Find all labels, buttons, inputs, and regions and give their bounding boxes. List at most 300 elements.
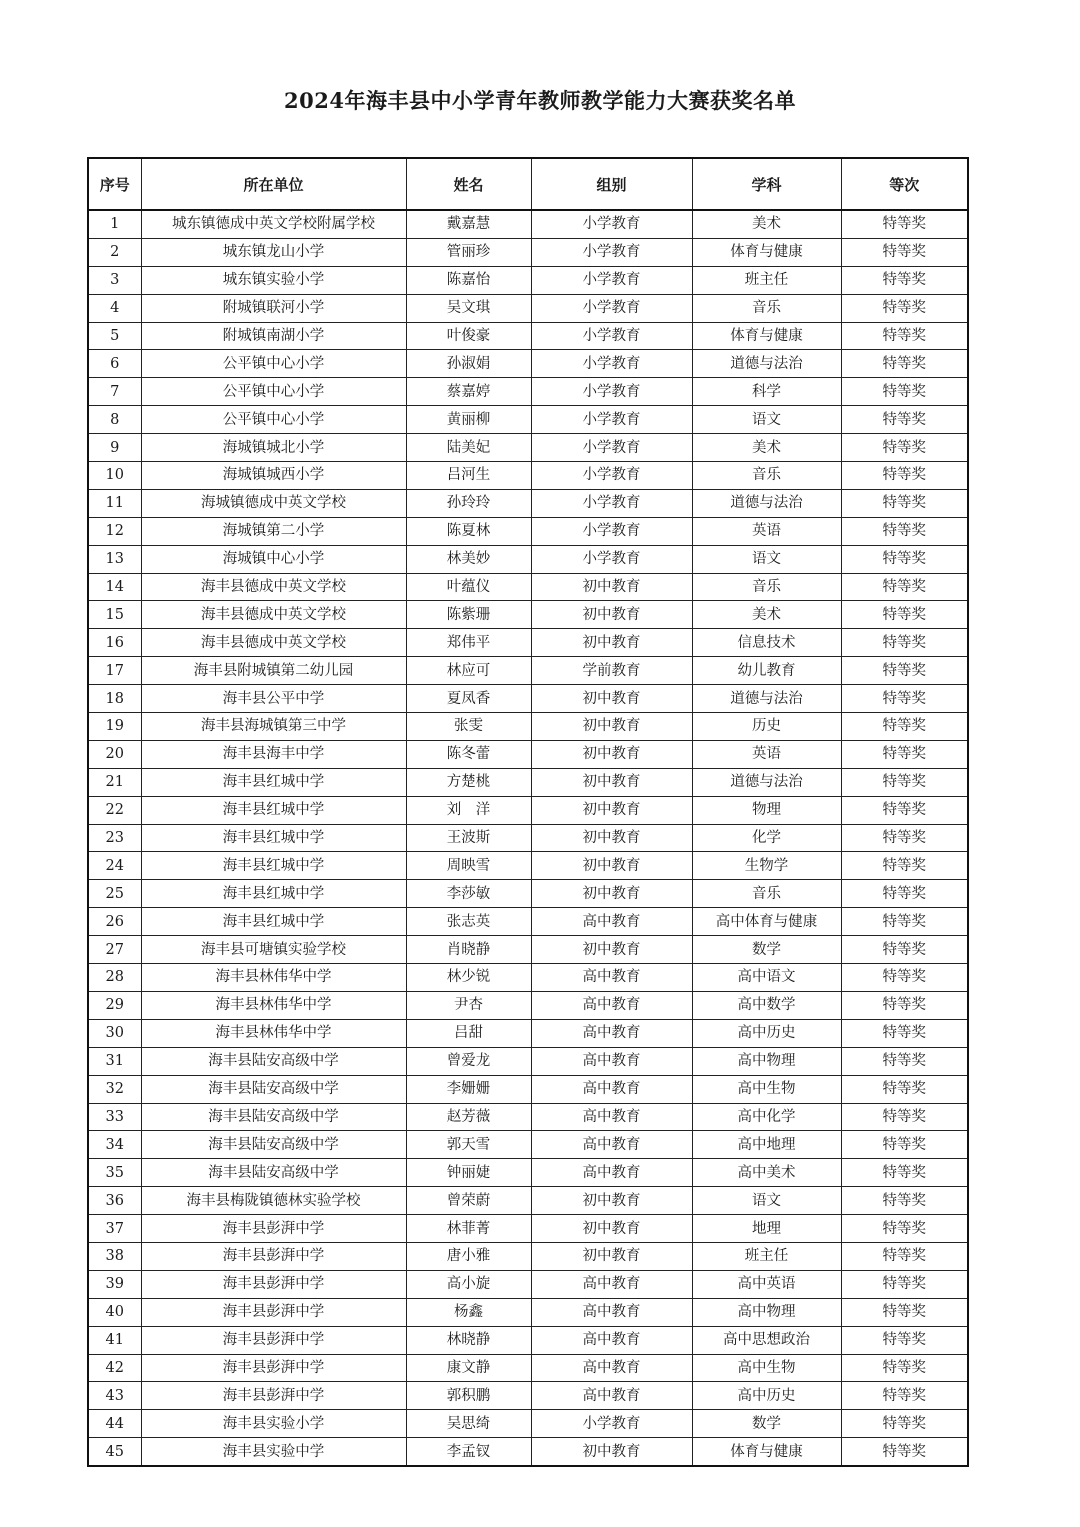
cell-group: 学前教育 <box>531 657 692 685</box>
cell-rank: 特等奖 <box>841 1242 968 1270</box>
cell-name: 钟丽婕 <box>406 1159 531 1187</box>
cell-group: 初中教育 <box>531 796 692 824</box>
cell-name: 曾爱龙 <box>406 1047 531 1075</box>
table-row <box>88 1438 968 1466</box>
cell-name: 叶蕴仪 <box>406 573 531 601</box>
cell-rank: 特等奖 <box>841 378 968 406</box>
table-row <box>88 1326 968 1354</box>
cell-rank: 特等奖 <box>841 1215 968 1243</box>
cell-number: 27 <box>88 936 141 964</box>
cell-subject: 高中美术 <box>692 1159 841 1187</box>
cell-unit: 海丰县实验中学 <box>141 1438 406 1466</box>
cell-subject: 班主任 <box>692 1242 841 1270</box>
cell-rank: 特等奖 <box>841 489 968 517</box>
cell-subject: 高中数学 <box>692 991 841 1019</box>
cell-unit: 海丰县德成中英文学校 <box>141 629 406 657</box>
cell-number: 36 <box>88 1187 141 1215</box>
cell-group: 初中教育 <box>531 713 692 741</box>
table-row <box>88 657 968 685</box>
cell-number: 5 <box>88 322 141 350</box>
cell-unit: 海丰县彭湃中学 <box>141 1326 406 1354</box>
cell-number: 32 <box>88 1075 141 1103</box>
cell-unit: 海丰县红城中学 <box>141 880 406 908</box>
table-row <box>88 1382 968 1410</box>
cell-unit: 海丰县红城中学 <box>141 768 406 796</box>
cell-unit: 海丰县红城中学 <box>141 796 406 824</box>
cell-subject: 高中语文 <box>692 964 841 992</box>
table-row <box>88 713 968 741</box>
cell-number: 40 <box>88 1298 141 1326</box>
cell-rank: 特等奖 <box>841 1159 968 1187</box>
cell-group: 高中教育 <box>531 1354 692 1382</box>
cell-subject: 道德与法治 <box>692 685 841 713</box>
cell-name: 郑伟平 <box>406 629 531 657</box>
table-row <box>88 768 968 796</box>
cell-number: 14 <box>88 573 141 601</box>
cell-group: 高中教育 <box>531 1298 692 1326</box>
cell-subject: 语文 <box>692 406 841 434</box>
cell-unit: 海城镇德成中英文学校 <box>141 489 406 517</box>
cell-name: 唐小雅 <box>406 1242 531 1270</box>
document-title: 2024年海丰县中小学青年教师教学能力大赛获奖名单 <box>284 88 796 113</box>
header-subject: 学科 <box>692 158 841 210</box>
cell-unit: 海丰县实验小学 <box>141 1410 406 1438</box>
table-row <box>88 824 968 852</box>
cell-unit: 海丰县陆安高级中学 <box>141 1159 406 1187</box>
cell-number: 9 <box>88 434 141 462</box>
cell-number: 41 <box>88 1326 141 1354</box>
cell-name: 吕甜 <box>406 1019 531 1047</box>
table-row <box>88 1215 968 1243</box>
table-row <box>88 350 968 378</box>
cell-subject: 高中历史 <box>692 1019 841 1047</box>
cell-subject: 信息技术 <box>692 629 841 657</box>
table-row <box>88 1354 968 1382</box>
table-row <box>88 964 968 992</box>
cell-rank: 特等奖 <box>841 768 968 796</box>
cell-subject: 音乐 <box>692 880 841 908</box>
cell-unit: 附城镇南湖小学 <box>141 322 406 350</box>
cell-name: 夏凤香 <box>406 685 531 713</box>
cell-rank: 特等奖 <box>841 294 968 322</box>
table-row <box>88 1159 968 1187</box>
cell-subject: 道德与法治 <box>692 768 841 796</box>
cell-subject: 高中化学 <box>692 1103 841 1131</box>
cell-name: 李莎敏 <box>406 880 531 908</box>
cell-name: 孙玲玲 <box>406 489 531 517</box>
cell-subject: 物理 <box>692 796 841 824</box>
cell-group: 小学教育 <box>531 266 692 294</box>
cell-unit: 海丰县彭湃中学 <box>141 1270 406 1298</box>
cell-unit: 海丰县陆安高级中学 <box>141 1047 406 1075</box>
cell-rank: 特等奖 <box>841 1326 968 1354</box>
cell-unit: 海丰县德成中英文学校 <box>141 601 406 629</box>
cell-name: 赵芳薇 <box>406 1103 531 1131</box>
table-row <box>88 1187 968 1215</box>
cell-name: 吕河生 <box>406 462 531 490</box>
table-row <box>88 1270 968 1298</box>
table-row <box>88 406 968 434</box>
cell-subject: 科学 <box>692 378 841 406</box>
cell-group: 高中教育 <box>531 1047 692 1075</box>
table-row <box>88 322 968 350</box>
table-row <box>88 462 968 490</box>
cell-subject: 历史 <box>692 713 841 741</box>
table-row <box>88 936 968 964</box>
cell-subject: 高中英语 <box>692 1270 841 1298</box>
cell-subject: 美术 <box>692 210 841 238</box>
cell-rank: 特等奖 <box>841 462 968 490</box>
cell-rank: 特等奖 <box>841 796 968 824</box>
cell-subject: 高中物理 <box>692 1047 841 1075</box>
cell-subject: 英语 <box>692 517 841 545</box>
header-unit: 所在单位 <box>141 158 406 210</box>
cell-unit: 海丰县彭湃中学 <box>141 1242 406 1270</box>
table-row <box>88 1019 968 1047</box>
header-row <box>88 158 968 210</box>
cell-group: 初中教育 <box>531 1215 692 1243</box>
cell-unit: 海丰县陆安高级中学 <box>141 1075 406 1103</box>
cell-name: 黄丽柳 <box>406 406 531 434</box>
cell-rank: 特等奖 <box>841 1187 968 1215</box>
table-row <box>88 517 968 545</box>
cell-name: 陆美妃 <box>406 434 531 462</box>
cell-group: 小学教育 <box>531 545 692 573</box>
cell-rank: 特等奖 <box>841 852 968 880</box>
cell-subject: 幼儿教育 <box>692 657 841 685</box>
cell-number: 22 <box>88 796 141 824</box>
table-body <box>88 210 968 1466</box>
cell-subject: 体育与健康 <box>692 1438 841 1466</box>
cell-number: 8 <box>88 406 141 434</box>
cell-group: 初中教育 <box>531 629 692 657</box>
cell-group: 初中教育 <box>531 880 692 908</box>
cell-number: 20 <box>88 740 141 768</box>
cell-subject: 高中生物 <box>692 1354 841 1382</box>
cell-number: 29 <box>88 991 141 1019</box>
cell-group: 高中教育 <box>531 991 692 1019</box>
table-row <box>88 1047 968 1075</box>
cell-group: 小学教育 <box>531 378 692 406</box>
cell-unit: 公平镇中心小学 <box>141 406 406 434</box>
cell-unit: 海丰县红城中学 <box>141 852 406 880</box>
cell-number: 13 <box>88 545 141 573</box>
cell-group: 高中教育 <box>531 1131 692 1159</box>
cell-subject: 体育与健康 <box>692 238 841 266</box>
cell-name: 孙淑娟 <box>406 350 531 378</box>
cell-name: 肖晓静 <box>406 936 531 964</box>
header-rank: 等次 <box>841 158 968 210</box>
cell-unit: 海丰县彭湃中学 <box>141 1382 406 1410</box>
cell-number: 24 <box>88 852 141 880</box>
cell-name: 叶俊豪 <box>406 322 531 350</box>
cell-name: 戴嘉慧 <box>406 210 531 238</box>
cell-name: 周映雪 <box>406 852 531 880</box>
cell-rank: 特等奖 <box>841 1131 968 1159</box>
cell-number: 45 <box>88 1438 141 1466</box>
cell-rank: 特等奖 <box>841 880 968 908</box>
cell-number: 1 <box>88 210 141 238</box>
award-list-table <box>87 157 969 1467</box>
cell-number: 28 <box>88 964 141 992</box>
cell-name: 陈嘉怡 <box>406 266 531 294</box>
cell-name: 陈夏林 <box>406 517 531 545</box>
cell-name: 王波斯 <box>406 824 531 852</box>
cell-group: 小学教育 <box>531 517 692 545</box>
cell-rank: 特等奖 <box>841 824 968 852</box>
cell-unit: 海丰县海城镇第三中学 <box>141 713 406 741</box>
cell-rank: 特等奖 <box>841 1047 968 1075</box>
cell-number: 38 <box>88 1242 141 1270</box>
cell-number: 42 <box>88 1354 141 1382</box>
table-row <box>88 573 968 601</box>
cell-name: 陈紫珊 <box>406 601 531 629</box>
cell-rank: 特等奖 <box>841 657 968 685</box>
cell-rank: 特等奖 <box>841 713 968 741</box>
cell-number: 43 <box>88 1382 141 1410</box>
cell-name: 张志英 <box>406 908 531 936</box>
cell-name: 杨鑫 <box>406 1298 531 1326</box>
cell-name: 康文静 <box>406 1354 531 1382</box>
cell-group: 初中教育 <box>531 740 692 768</box>
cell-name: 尹杏 <box>406 991 531 1019</box>
cell-subject: 高中思想政治 <box>692 1326 841 1354</box>
cell-subject: 体育与健康 <box>692 322 841 350</box>
cell-group: 初中教育 <box>531 573 692 601</box>
cell-number: 21 <box>88 768 141 796</box>
cell-group: 小学教育 <box>531 294 692 322</box>
table-row <box>88 1242 968 1270</box>
header-number: 序号 <box>88 158 141 210</box>
cell-number: 12 <box>88 517 141 545</box>
cell-rank: 特等奖 <box>841 1382 968 1410</box>
cell-rank: 特等奖 <box>841 1270 968 1298</box>
cell-number: 33 <box>88 1103 141 1131</box>
cell-rank: 特等奖 <box>841 1103 968 1131</box>
table-row <box>88 489 968 517</box>
cell-name: 郭天雪 <box>406 1131 531 1159</box>
cell-subject: 高中生物 <box>692 1075 841 1103</box>
cell-number: 23 <box>88 824 141 852</box>
cell-subject: 高中体育与健康 <box>692 908 841 936</box>
cell-rank: 特等奖 <box>841 936 968 964</box>
cell-group: 初中教育 <box>531 601 692 629</box>
table-row <box>88 852 968 880</box>
cell-rank: 特等奖 <box>841 1354 968 1382</box>
table-row <box>88 1298 968 1326</box>
table-row <box>88 740 968 768</box>
cell-group: 高中教育 <box>531 908 692 936</box>
cell-subject: 班主任 <box>692 266 841 294</box>
cell-number: 2 <box>88 238 141 266</box>
cell-group: 高中教育 <box>531 1103 692 1131</box>
cell-name: 林美妙 <box>406 545 531 573</box>
table-row <box>88 1131 968 1159</box>
cell-group: 初中教育 <box>531 685 692 713</box>
cell-number: 30 <box>88 1019 141 1047</box>
cell-number: 3 <box>88 266 141 294</box>
cell-group: 初中教育 <box>531 852 692 880</box>
cell-number: 19 <box>88 713 141 741</box>
table-row <box>88 601 968 629</box>
table-row <box>88 210 968 238</box>
cell-rank: 特等奖 <box>841 629 968 657</box>
cell-unit: 海丰县彭湃中学 <box>141 1354 406 1382</box>
cell-rank: 特等奖 <box>841 685 968 713</box>
table-row <box>88 685 968 713</box>
header-group: 组别 <box>531 158 692 210</box>
cell-number: 35 <box>88 1159 141 1187</box>
cell-unit: 城东镇德成中英文学校附属学校 <box>141 210 406 238</box>
cell-rank: 特等奖 <box>841 1075 968 1103</box>
cell-group: 小学教育 <box>531 406 692 434</box>
cell-unit: 海丰县红城中学 <box>141 908 406 936</box>
cell-rank: 特等奖 <box>841 740 968 768</box>
table-row <box>88 880 968 908</box>
cell-name: 吴思绮 <box>406 1410 531 1438</box>
cell-number: 26 <box>88 908 141 936</box>
cell-unit: 海丰县红城中学 <box>141 824 406 852</box>
cell-unit: 附城镇联河小学 <box>141 294 406 322</box>
cell-rank: 特等奖 <box>841 601 968 629</box>
cell-group: 初中教育 <box>531 936 692 964</box>
cell-unit: 海丰县可塘镇实验学校 <box>141 936 406 964</box>
cell-name: 林少锐 <box>406 964 531 992</box>
cell-number: 16 <box>88 629 141 657</box>
cell-number: 18 <box>88 685 141 713</box>
cell-number: 6 <box>88 350 141 378</box>
cell-rank: 特等奖 <box>841 406 968 434</box>
table-row <box>88 991 968 1019</box>
cell-unit: 海丰县德成中英文学校 <box>141 573 406 601</box>
cell-group: 高中教育 <box>531 964 692 992</box>
cell-group: 小学教育 <box>531 434 692 462</box>
cell-name: 林应可 <box>406 657 531 685</box>
cell-subject: 高中物理 <box>692 1298 841 1326</box>
cell-group: 初中教育 <box>531 768 692 796</box>
cell-subject: 道德与法治 <box>692 489 841 517</box>
cell-name: 蔡嘉婷 <box>406 378 531 406</box>
cell-number: 44 <box>88 1410 141 1438</box>
cell-number: 11 <box>88 489 141 517</box>
table-row <box>88 266 968 294</box>
cell-group: 高中教育 <box>531 1075 692 1103</box>
cell-group: 小学教育 <box>531 238 692 266</box>
cell-name: 李孟钗 <box>406 1438 531 1466</box>
cell-group: 高中教育 <box>531 1270 692 1298</box>
cell-subject: 音乐 <box>692 462 841 490</box>
cell-unit: 海丰县林伟华中学 <box>141 1019 406 1047</box>
cell-name: 张雯 <box>406 713 531 741</box>
cell-group: 小学教育 <box>531 462 692 490</box>
cell-subject: 数学 <box>692 936 841 964</box>
cell-subject: 高中历史 <box>692 1382 841 1410</box>
cell-unit: 城东镇实验小学 <box>141 266 406 294</box>
cell-rank: 特等奖 <box>841 1298 968 1326</box>
table-row <box>88 294 968 322</box>
cell-rank: 特等奖 <box>841 434 968 462</box>
cell-rank: 特等奖 <box>841 1410 968 1438</box>
cell-unit: 海丰县公平中学 <box>141 685 406 713</box>
cell-group: 小学教育 <box>531 322 692 350</box>
cell-number: 39 <box>88 1270 141 1298</box>
cell-name: 李姗姗 <box>406 1075 531 1103</box>
cell-subject: 音乐 <box>692 294 841 322</box>
cell-unit: 海丰县彭湃中学 <box>141 1215 406 1243</box>
cell-rank: 特等奖 <box>841 545 968 573</box>
cell-unit: 海丰县附城镇第二幼儿园 <box>141 657 406 685</box>
cell-number: 10 <box>88 462 141 490</box>
cell-name: 林菲菁 <box>406 1215 531 1243</box>
cell-number: 4 <box>88 294 141 322</box>
cell-rank: 特等奖 <box>841 322 968 350</box>
cell-subject: 美术 <box>692 434 841 462</box>
cell-rank: 特等奖 <box>841 991 968 1019</box>
cell-unit: 海丰县陆安高级中学 <box>141 1103 406 1131</box>
cell-unit: 海城镇城北小学 <box>141 434 406 462</box>
table-header <box>88 158 968 210</box>
cell-rank: 特等奖 <box>841 350 968 378</box>
cell-unit: 公平镇中心小学 <box>141 350 406 378</box>
cell-number: 15 <box>88 601 141 629</box>
cell-unit: 海城镇中心小学 <box>141 545 406 573</box>
cell-subject: 生物学 <box>692 852 841 880</box>
cell-unit: 公平镇中心小学 <box>141 378 406 406</box>
cell-number: 31 <box>88 1047 141 1075</box>
cell-name: 曾荣蔚 <box>406 1187 531 1215</box>
cell-group: 高中教育 <box>531 1159 692 1187</box>
cell-number: 34 <box>88 1131 141 1159</box>
cell-subject: 美术 <box>692 601 841 629</box>
cell-name: 高小旋 <box>406 1270 531 1298</box>
cell-subject: 语文 <box>692 1187 841 1215</box>
cell-unit: 海丰县林伟华中学 <box>141 964 406 992</box>
cell-unit: 海丰县海丰中学 <box>141 740 406 768</box>
cell-number: 25 <box>88 880 141 908</box>
cell-subject: 语文 <box>692 545 841 573</box>
cell-unit: 海丰县梅陇镇德林实验学校 <box>141 1187 406 1215</box>
cell-subject: 高中地理 <box>692 1131 841 1159</box>
cell-group: 高中教育 <box>531 1382 692 1410</box>
table-row <box>88 434 968 462</box>
cell-rank: 特等奖 <box>841 210 968 238</box>
cell-unit: 海城镇第二小学 <box>141 517 406 545</box>
cell-name: 刘 洋 <box>406 796 531 824</box>
cell-name: 方楚桃 <box>406 768 531 796</box>
cell-unit: 城东镇龙山小学 <box>141 238 406 266</box>
cell-rank: 特等奖 <box>841 573 968 601</box>
cell-number: 17 <box>88 657 141 685</box>
cell-name: 林晓静 <box>406 1326 531 1354</box>
cell-group: 高中教育 <box>531 1326 692 1354</box>
cell-number: 37 <box>88 1215 141 1243</box>
cell-number: 7 <box>88 378 141 406</box>
cell-subject: 道德与法治 <box>692 350 841 378</box>
cell-subject: 英语 <box>692 740 841 768</box>
cell-unit: 海丰县林伟华中学 <box>141 991 406 1019</box>
cell-group: 小学教育 <box>531 210 692 238</box>
table-row <box>88 378 968 406</box>
cell-unit: 海丰县彭湃中学 <box>141 1298 406 1326</box>
cell-rank: 特等奖 <box>841 1019 968 1047</box>
table-row <box>88 1410 968 1438</box>
cell-group: 初中教育 <box>531 1187 692 1215</box>
table-row <box>88 908 968 936</box>
cell-rank: 特等奖 <box>841 238 968 266</box>
cell-subject: 数学 <box>692 1410 841 1438</box>
cell-subject: 音乐 <box>692 573 841 601</box>
cell-name: 管丽珍 <box>406 238 531 266</box>
